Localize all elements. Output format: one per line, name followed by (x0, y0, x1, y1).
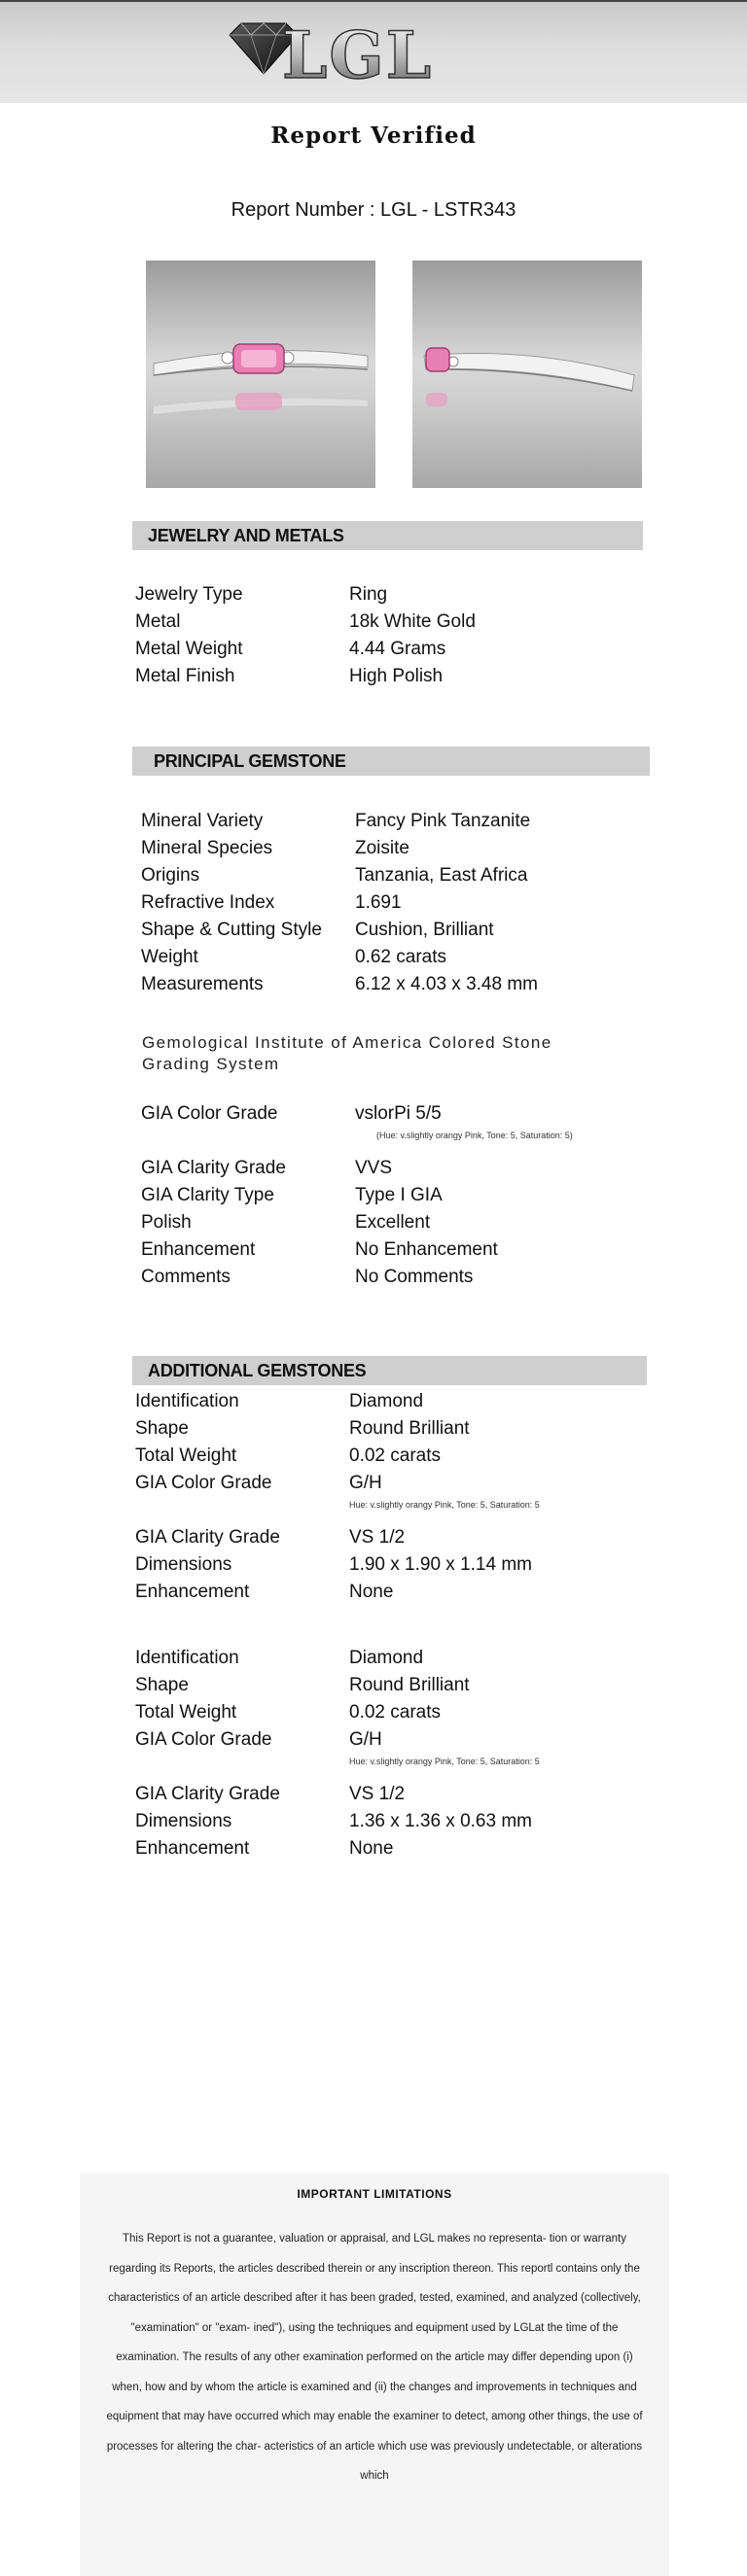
detail-value: Excellent (355, 1212, 431, 1233)
detail-value: 0.02 carats (349, 1702, 441, 1723)
detail-value: Cushion, Brilliant (355, 920, 494, 940)
detail-label: Metal Weight (135, 639, 243, 659)
page-title: Report Verified (270, 122, 477, 149)
detail-value: Zoisite (355, 838, 409, 858)
detail-label: Refractive Index (141, 892, 275, 913)
detail-value: VVS (355, 1158, 393, 1178)
detail-value: 1.36 x 1.36 x 0.63 mm (349, 1811, 532, 1831)
detail-label: Metal Finish (135, 666, 235, 686)
ring-photo-front (146, 261, 375, 488)
detail-label: Mineral Variety (141, 811, 264, 831)
detail-value: 1.691 (355, 892, 402, 913)
detail-value: Ring (349, 584, 388, 605)
detail-value: Round Brilliant (349, 1418, 470, 1439)
detail-label: GIA Color Grade (135, 1729, 272, 1750)
color-grade-note: Hue: v.slightly orangy Pink, Tone: 5, Saturation: 5 (349, 1757, 540, 1766)
header-bar (0, 0, 747, 103)
detail-value: Diamond (349, 1648, 424, 1668)
ring-photo-side (412, 261, 642, 488)
important-limitations (80, 2174, 669, 2576)
detail-label: Shape (135, 1418, 189, 1439)
gia-system-heading: Gemological Institute of America Colored Stone Grading System (142, 1033, 552, 1073)
detail-value: Fancy Pink Tanzanite (355, 811, 531, 831)
detail-value: vslorPi 5/5 (355, 1103, 442, 1124)
detail-label: Total Weight (135, 1445, 237, 1466)
detail-label: Metal (135, 611, 181, 632)
detail-label: GIA Color Grade (135, 1473, 272, 1493)
svg-text:LGL: LGL (282, 17, 434, 93)
detail-value: 4.44 Grams (349, 639, 446, 659)
detail-label: Origins (141, 865, 200, 886)
detail-label: Enhancement (135, 1838, 250, 1859)
detail-value: None (349, 1838, 394, 1859)
lgl-logo (226, 16, 479, 93)
detail-label: Total Weight (135, 1702, 237, 1723)
detail-label: GIA Color Grade (141, 1103, 278, 1124)
detail-value: None (349, 1582, 394, 1602)
detail-value: VS 1/2 (349, 1784, 406, 1804)
detail-label: Enhancement (135, 1582, 250, 1602)
detail-label: Jewelry Type (135, 584, 243, 605)
detail-label: Dimensions (135, 1554, 232, 1575)
color-grade-note: Hue: v.slightly orangy Pink, Tone: 5, Saturation: 5 (349, 1500, 540, 1510)
limitations-title: IMPORTANT LIMITATIONS (297, 2187, 452, 2201)
detail-label: Measurements (141, 974, 264, 994)
section-heading-jewelry: JEWELRY AND METALS (132, 521, 643, 550)
color-grade-note: (Hue: v.slightly orangy Pink, Tone: 5, Saturation: 5) (376, 1131, 573, 1140)
detail-label: Identification (135, 1648, 239, 1668)
detail-value: No Enhancement (355, 1239, 498, 1260)
detail-value: 0.62 carats (355, 947, 446, 967)
detail-value: 1.90 x 1.90 x 1.14 mm (349, 1554, 532, 1575)
detail-label: Identification (135, 1391, 239, 1411)
detail-value: VS 1/2 (349, 1527, 406, 1548)
detail-value: Round Brilliant (349, 1675, 470, 1695)
detail-value: 6.12 x 4.03 x 3.48 mm (355, 974, 538, 994)
detail-value: Type I GIA (355, 1185, 443, 1205)
detail-label: Dimensions (135, 1811, 232, 1831)
detail-label: Enhancement (141, 1239, 256, 1260)
detail-label: Weight (141, 947, 198, 967)
detail-label: Shape (135, 1675, 189, 1695)
detail-label: Polish (141, 1212, 192, 1233)
detail-label: Shape & Cutting Style (141, 920, 322, 940)
limitations-text: This Report is not a guarantee, valuation or appraisal, and LGL makes no representa- tion or warranty regarding its Reports, the articles described therein or any inscription thereon. This reportl contains only the characteristics of an article described after it has been graded, tested, examined, and analyzed (collectively, "examination" or "exam- ined"), using the techniques and equipment used by LGLat the time of the examination. The results of any other examination performed on the article may differ depending upon (i) when, how and by whom the article is examined and (ii) the changes and improvements in techniques and equipment that may have occurred which may enable the examiner to detect, among other things, the use of processes for altering the char- acteristics of an article which use was previously undetectable, or alterations which (106, 2233, 643, 2482)
detail-label: GIA Clarity Grade (135, 1784, 280, 1804)
detail-label: Mineral Species (141, 838, 273, 858)
section-heading-principal: PRINCIPAL GEMSTONE (132, 747, 650, 776)
detail-label: GIA Clarity Grade (141, 1158, 286, 1178)
detail-value: G/H (349, 1473, 382, 1493)
detail-value: Tanzania, East Africa (355, 865, 528, 886)
detail-value: Diamond (349, 1391, 424, 1411)
detail-value: 18k White Gold (349, 611, 476, 632)
detail-label: GIA Clarity Type (141, 1185, 274, 1205)
detail-value: G/H (349, 1729, 382, 1750)
detail-label: GIA Clarity Grade (135, 1527, 280, 1548)
detail-value: No Comments (355, 1267, 474, 1287)
detail-value: High Polish (349, 666, 444, 686)
detail-value: 0.02 carats (349, 1445, 441, 1466)
report-number: Report Number : LGL - LSTR343 (231, 199, 516, 221)
section-heading-additional: ADDITIONAL GEMSTONES (132, 1356, 647, 1385)
detail-label: Comments (141, 1267, 231, 1287)
